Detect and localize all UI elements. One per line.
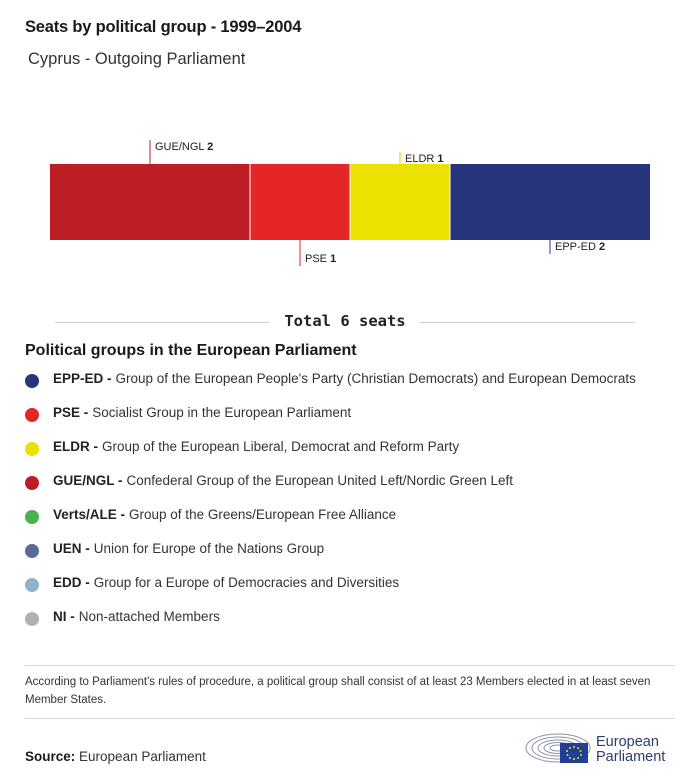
bar-eldr (350, 164, 450, 240)
divider-bottom (25, 718, 675, 719)
legend-item (25, 371, 636, 405)
legend-item (25, 609, 636, 643)
data-label: PSE 1 (305, 253, 337, 265)
legend-description: Union for Europe of the Nations Group (93, 541, 325, 556)
chart-title: Seats by political group - 1999–2004 (25, 18, 302, 36)
legend-description: Group for a Europe of Democracies and Diversities (93, 575, 400, 590)
legend-text (53, 609, 220, 624)
source-value: European Parliament (79, 749, 206, 764)
legend-code: NI - (53, 609, 75, 624)
legend-swatch (25, 442, 39, 456)
legend-code: ELDR - (53, 439, 98, 454)
legend-item (25, 405, 636, 439)
legend-swatch (25, 476, 39, 490)
divider-top (25, 665, 675, 666)
data-label: EPP-ED 2 (555, 241, 606, 253)
legend-text (53, 575, 399, 590)
legend-swatch (25, 612, 39, 626)
logo-line-2: Parliament (596, 749, 666, 765)
legend-title: Political groups in the European Parliament (25, 342, 357, 359)
seats-chart (0, 130, 700, 275)
legend-code: EPP-ED - (53, 371, 112, 386)
legend-description: Group of the European People's Party (Christian Democrats) and European Democrats (115, 371, 636, 386)
bar-epp-ed (450, 164, 650, 240)
legend-text (53, 439, 459, 454)
legend-item (25, 507, 636, 541)
source (25, 749, 206, 764)
source-label: Source: (25, 749, 76, 764)
bar-gue-ngl (50, 164, 250, 240)
legend-text (53, 473, 513, 488)
legend-description: Group of the Greens/European Free Alliance (129, 507, 397, 522)
legend-text (53, 405, 351, 420)
total-label: Total 6 seats (270, 312, 419, 330)
legend-code: UEN - (53, 541, 90, 556)
footnote: According to Parliament's rules of procedure, a political group shall consist of at least 23 Members elected in at least seven Member States. (25, 676, 651, 706)
legend-code: PSE - (53, 405, 89, 420)
legend-item (25, 439, 636, 473)
legend-text (53, 507, 396, 522)
data-label: ELDR 1 (405, 153, 444, 165)
legend-code: EDD - (53, 575, 90, 590)
legend-swatch (25, 408, 39, 422)
legend-swatch (25, 374, 39, 388)
legend-code: Verts/ALE - (53, 507, 126, 522)
legend (25, 371, 636, 643)
legend-text (53, 371, 636, 386)
legend-description: Confederal Group of the European United Left/Nordic Green Left (126, 473, 513, 488)
legend-description: Non-attached Members (78, 609, 220, 624)
legend-item (25, 575, 636, 609)
logo-line-1: European (596, 734, 659, 750)
legend-text (53, 541, 324, 556)
total-seats (55, 312, 635, 332)
legend-description: Socialist Group in the European Parliament (92, 405, 352, 420)
data-label: GUE/NGL 2 (155, 141, 214, 153)
legend-swatch (25, 578, 39, 592)
legend-swatch (25, 510, 39, 524)
legend-description: Group of the European Liberal, Democrat and Reform Party (102, 439, 460, 454)
chart-subtitle: Cyprus - Outgoing Parliament (28, 50, 246, 68)
legend-item (25, 541, 636, 575)
logo-text (596, 735, 665, 765)
legend-item (25, 473, 636, 507)
legend-swatch (25, 544, 39, 558)
legend-code: GUE/NGL - (53, 473, 123, 488)
bar-pse (250, 164, 350, 240)
